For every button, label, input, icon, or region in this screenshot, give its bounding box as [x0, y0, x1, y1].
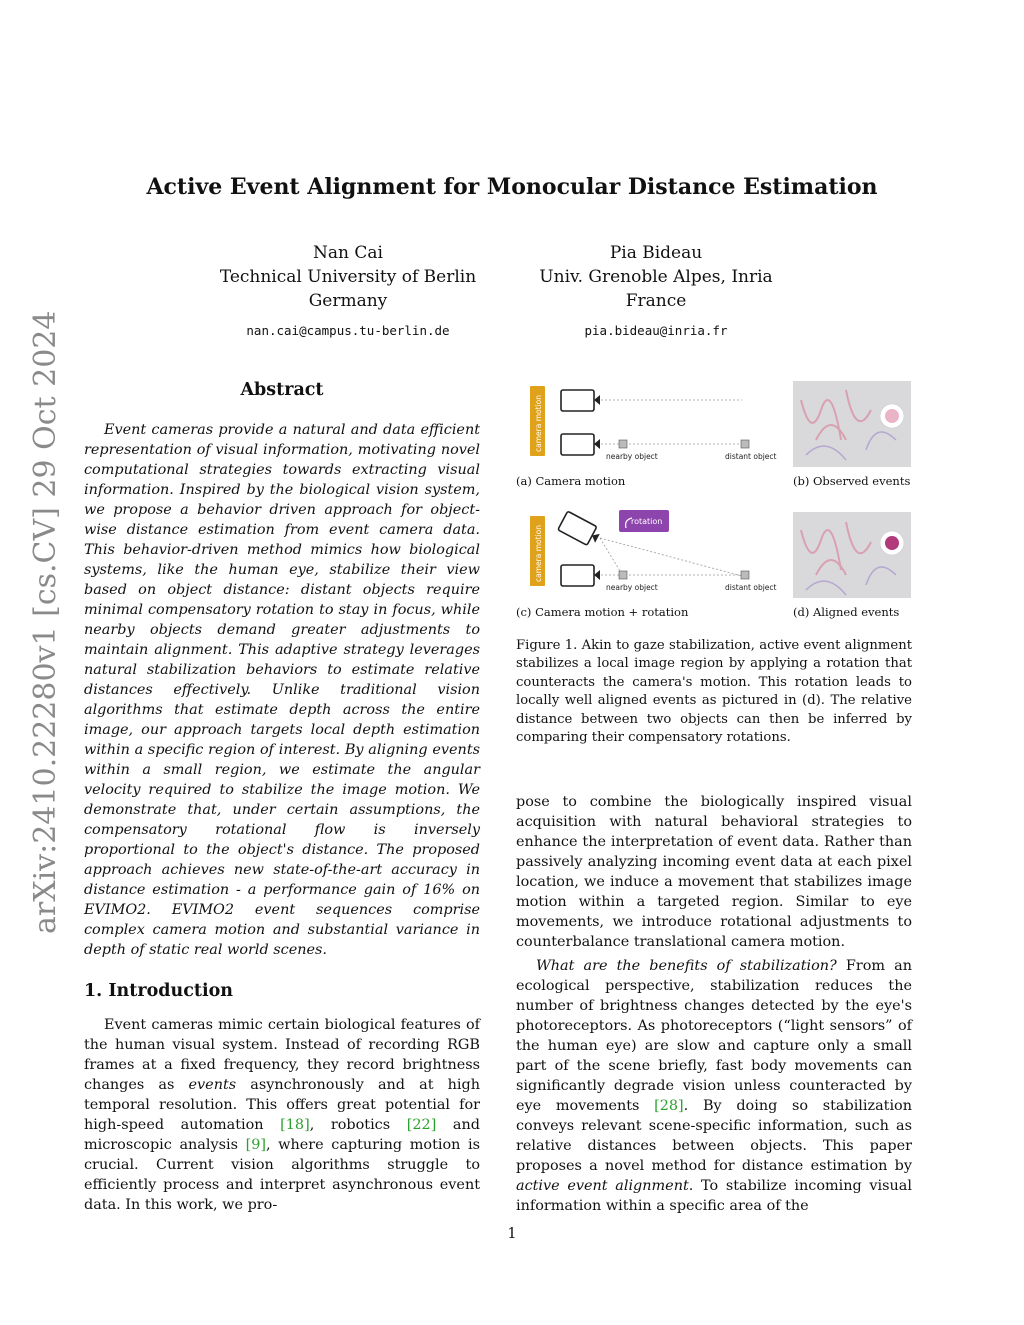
figure-1	[516, 380, 912, 630]
nearby-object-label: nearby object	[606, 452, 658, 461]
body-paragraph: pose to combine the biologically inspired visual acquisition with natural behavioral strategies to enhance the interpretation of event data. Rather than passively analyzing incoming event data at each pixel location, we induce a movement that stabilizes image motion within a targeted region. Similar to eye movements, we introduce rotational adjustments to counterbalance translational camera motion.	[516, 794, 912, 950]
figure-1-caption: Figure 1. Akin to gaze stabilization, active event alignment stabilizes a local image region by applying a rotation that counteracts the camera's motion. This rotation leads to locally well aligned events as pictured in (d). The relative distance between two objects can then be inferred by comparing their compensatory rotations.	[516, 638, 912, 746]
author-country: France	[625, 291, 687, 311]
panel-b-observed-events	[793, 381, 911, 467]
method-emphasis: active event alignment	[516, 1178, 689, 1194]
author-block-1	[200, 241, 496, 343]
camera-lens-icon	[594, 395, 600, 405]
citation-link[interactable]: [9]	[245, 1137, 266, 1153]
camera-lens-icon	[594, 439, 600, 449]
subcaption-d: (d) Aligned events	[793, 605, 900, 619]
panel-a-diagram	[530, 386, 777, 461]
author-name: Pia Bideau	[609, 243, 703, 263]
camera-icon	[561, 565, 594, 586]
intro-text: asynchronously and at high temporal resolution. This offers great potential for high-speed automation	[84, 1077, 481, 1133]
body-text: . To stabilize incoming visual information within a specific area of the	[516, 1178, 912, 1214]
nearby-object-marker	[619, 571, 627, 579]
panel-d-aligned-events	[793, 512, 911, 598]
distant-object-label: distant object	[725, 452, 777, 461]
intro-text: , robotics	[309, 1117, 407, 1133]
intro-paragraph	[84, 1015, 480, 1215]
abstract-section	[84, 380, 480, 960]
rotated-camera-icon	[558, 511, 597, 545]
author-block-2	[520, 241, 792, 343]
intro-text: Event cameras mimic certain biological features of the human visual system. Instead of recording RGB frames at a fixed frequency, they record brightness changes as	[84, 1017, 480, 1093]
body-text: . By doing so stabilization conveys relevant scene-specific information, such as relative distances between objects. This paper proposes a novel method for distance estimation by	[516, 1098, 912, 1174]
author-affiliation: Univ. Grenoble Alpes, Inria	[539, 267, 773, 287]
author-email[interactable]: pia.bideau@inria.fr	[584, 323, 728, 338]
body-text: From an ecological perspective, stabilization reduces the number of brightness changes detected by the eye's photoreceptors. As photoreceptors (“light sensors” of the human eye) are slow and capture only a small part of the scene briefly, fast body movements can significantly degrade vision unless counteracted by eye movements	[516, 958, 912, 1114]
arxiv-id: arXiv:2410.22280v1 [cs.CV] 29 Oct 2024	[28, 310, 63, 934]
citation-link[interactable]: [22]	[406, 1117, 437, 1133]
right-column-text	[516, 792, 912, 1216]
subcaption-a: (a) Camera motion	[516, 474, 626, 488]
citation-link[interactable]: [28]	[654, 1098, 684, 1114]
rotation-label: rotation	[631, 517, 663, 526]
citation-link[interactable]: [18]	[280, 1117, 310, 1133]
camera-lens-icon	[594, 570, 600, 580]
sharp-events	[885, 536, 899, 550]
intro-text: and microscopic analysis	[84, 1117, 480, 1153]
distant-object-marker	[741, 440, 749, 448]
camera-motion-label: camera motion	[534, 395, 543, 452]
panel-c-diagram	[530, 510, 777, 592]
nearby-object-marker	[619, 440, 627, 448]
camera-icon	[561, 390, 594, 411]
page-number: 1	[507, 1226, 517, 1242]
author-name: Nan Cai	[313, 243, 383, 263]
author-email[interactable]: nan.cai@campus.tu-berlin.de	[246, 323, 450, 338]
distant-object-marker	[741, 571, 749, 579]
figure-1-graphic	[516, 380, 912, 630]
view-line	[600, 538, 742, 576]
nearby-object-label: nearby object	[606, 583, 658, 592]
abstract-text	[84, 420, 480, 960]
camera-icon	[561, 434, 594, 455]
camera-motion-label: camera motion	[534, 525, 543, 582]
abstract-paragraph: Event cameras provide a natural and data efficient representation of visual information, motivating novel computational strategies towards extracting visual information. Inspired by the biological vision system, we propose a behavior driven approach for object-wise distance estimation from event camera data. This behavior-driven method mimics how biological systems, like the human eye, stabilize their view based on object distance: distant objects require minimal compensatory rotation to stay in focus, while nearby objects demand greater adjustments to maintain alignment. This adaptive strategy leverages natural stabilization behaviors to estimate relative distances effectively. Unlike traditional vision algorithms that estimate depth across the entire image, our approach targets local depth estimation within a specific region of interest. By aligning events within a small region, we estimate the angular velocity required to stabilize the image motion. We demonstrate that, under certain assumptions, the compensatory rotational flow is inversely proportional to the object's distance. The proposed approach achieves new state-of-the-art accuracy in distance estimation - a performance gain of 16% on EVIMO2. EVIMO2 event sequences comprise complex camera motion and substantial variance in depth of static real world scenes.	[84, 422, 480, 958]
view-line	[600, 538, 623, 576]
intro-text: , where capturing motion is crucial. Current vision algorithms struggle to efficiently process and interpret asynchronous event data. In this work, we pro-	[84, 1137, 480, 1213]
blurred-events	[885, 409, 899, 423]
paper-title: Active Event Alignment for Monocular Distance Estimation	[146, 174, 878, 200]
intro-emphasis: events	[188, 1077, 237, 1093]
distant-object-label: distant object	[725, 583, 777, 592]
subcaption-b: (b) Observed events	[793, 474, 911, 488]
author-country: Germany	[308, 291, 388, 311]
question-emphasis: What are the benefits of stabilization?	[536, 958, 837, 974]
author-affiliation: Technical University of Berlin	[219, 267, 477, 287]
introduction-heading: 1. Introduction	[84, 981, 233, 1001]
body-paragraph	[516, 956, 912, 1216]
introduction-section	[84, 981, 480, 1215]
subcaption-c: (c) Camera motion + rotation	[516, 605, 689, 619]
abstract-heading: Abstract	[240, 380, 324, 400]
